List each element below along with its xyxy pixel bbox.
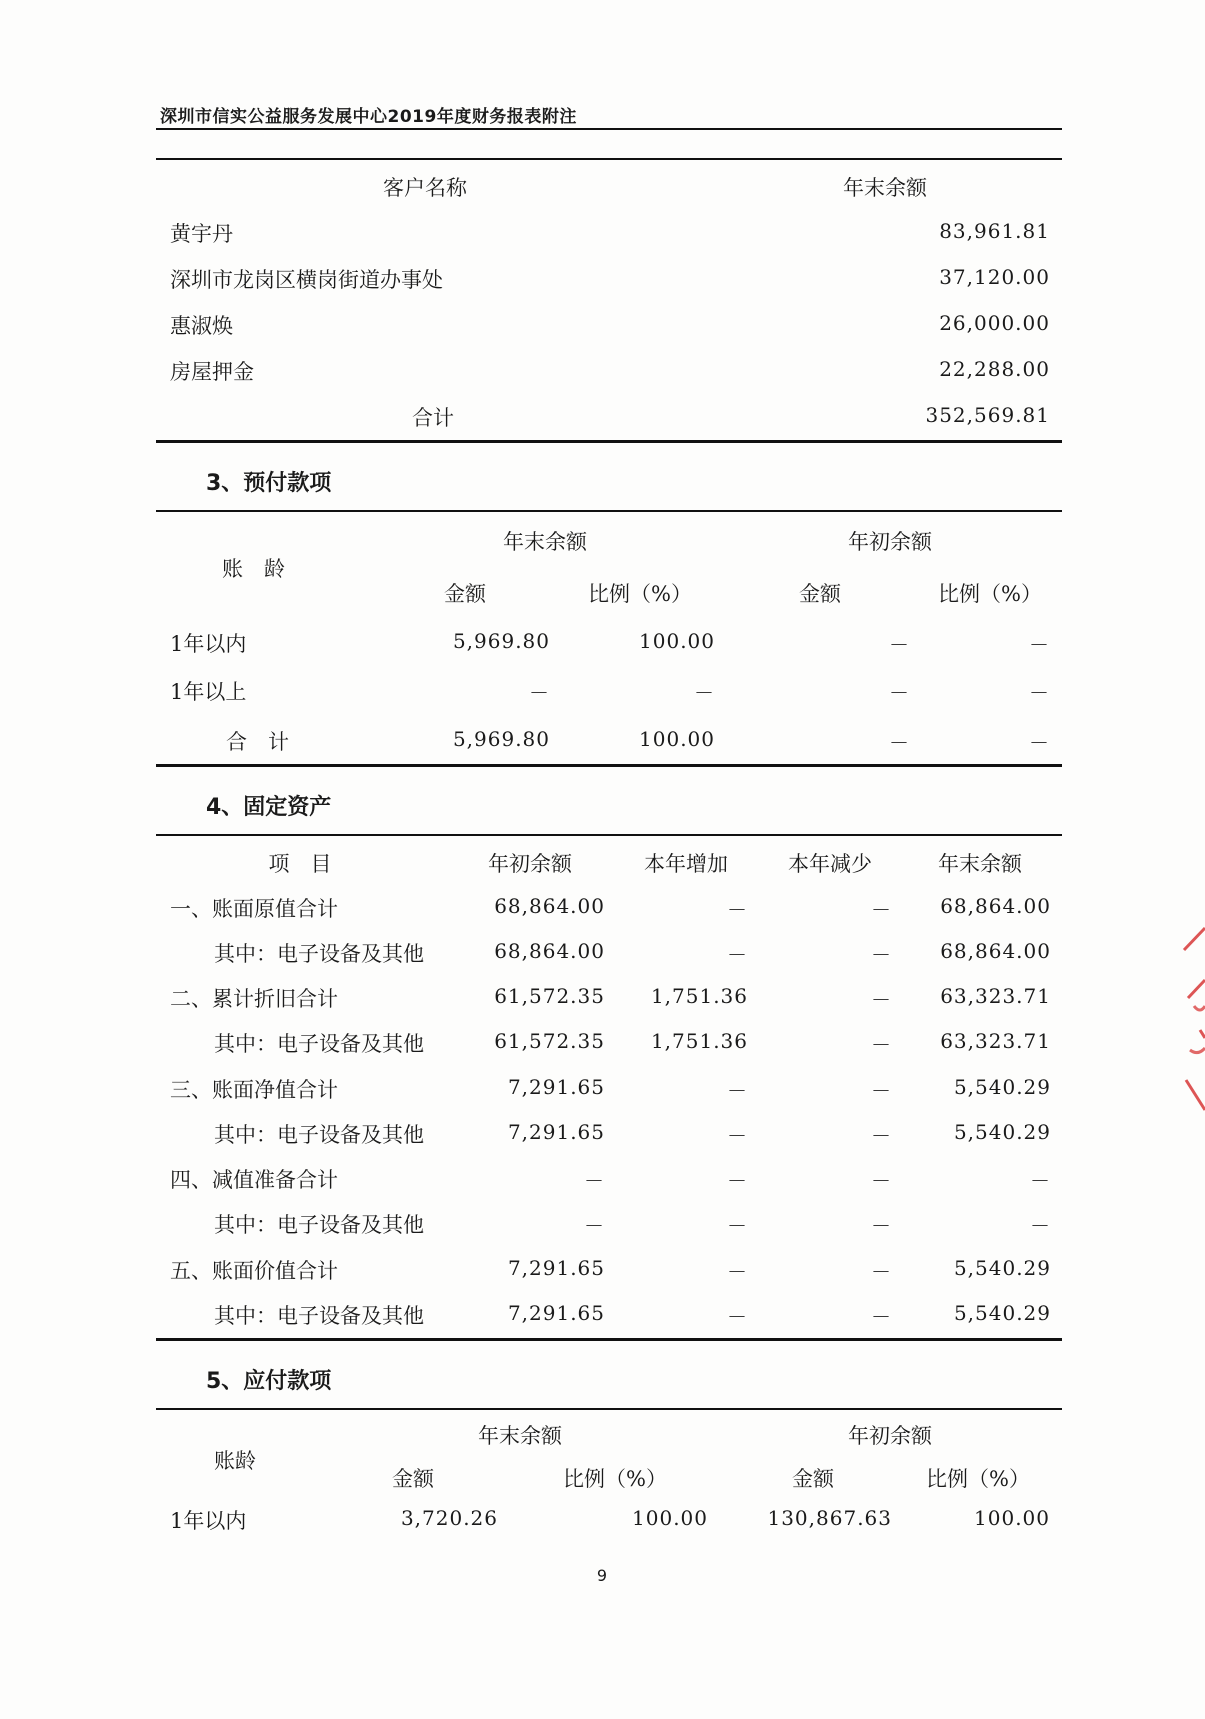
table-bottom-rule bbox=[156, 1338, 1062, 1341]
section-title-fixed-assets: 4、固定资产 bbox=[206, 795, 332, 820]
asset-begin: 61,572.35 bbox=[494, 1029, 605, 1053]
col-header-end-balance: 年末余额 bbox=[843, 176, 927, 200]
seal-fragment-icon bbox=[1180, 920, 1205, 1120]
document-header-title: 深圳市信实公益服务发展中心2019年度财务报表附注 bbox=[160, 107, 577, 127]
asset-decrease: － bbox=[871, 1033, 892, 1057]
customer-amount: 22,288.00 bbox=[939, 357, 1050, 381]
table-bottom-rule bbox=[156, 764, 1062, 767]
end-ratio: － bbox=[694, 681, 715, 705]
section-title-payables: 5、应付款项 bbox=[206, 1369, 332, 1394]
col-header-age: 账龄 bbox=[214, 1449, 256, 1473]
asset-decrease: － bbox=[871, 1305, 892, 1329]
asset-begin: 68,864.00 bbox=[494, 939, 605, 963]
total-label: 合 计 bbox=[226, 730, 289, 754]
row-age: 1年以内 bbox=[170, 632, 247, 656]
asset-item: 其中：电子设备及其他 bbox=[214, 1213, 424, 1237]
col-header-increase: 本年增加 bbox=[644, 852, 728, 876]
col-header-item: 项 目 bbox=[268, 852, 332, 876]
col-header-amount: 金额 bbox=[392, 1467, 434, 1491]
asset-decrease: － bbox=[871, 1079, 892, 1103]
col-header-ratio: 比例（%） bbox=[588, 582, 692, 606]
asset-item: 其中：电子设备及其他 bbox=[214, 1304, 424, 1328]
asset-increase: － bbox=[727, 1124, 748, 1148]
asset-decrease: － bbox=[871, 1124, 892, 1148]
asset-begin: 7,291.65 bbox=[507, 1075, 605, 1099]
col-header-ratio: 比例（%） bbox=[563, 1467, 667, 1491]
asset-item: 二、累计折旧合计 bbox=[170, 987, 338, 1011]
asset-decrease: － bbox=[871, 1214, 892, 1238]
asset-item: 五、账面价值合计 bbox=[170, 1259, 338, 1283]
row-age: 1年以上 bbox=[170, 680, 247, 704]
asset-end: 63,323.71 bbox=[940, 1029, 1051, 1053]
begin-amount: 130,867.63 bbox=[767, 1506, 892, 1530]
col-header-customer: 客户名称 bbox=[383, 176, 467, 200]
end-ratio: 100.00 bbox=[632, 1506, 708, 1530]
asset-decrease: － bbox=[871, 943, 892, 967]
table-top-rule bbox=[156, 1408, 1062, 1410]
customer-name: 黄宇丹 bbox=[170, 222, 233, 246]
asset-increase: 1,751.36 bbox=[650, 984, 748, 1008]
asset-end: － bbox=[1030, 1214, 1051, 1238]
col-header-end-balance: 年末余额 bbox=[503, 530, 587, 554]
asset-increase: － bbox=[727, 1079, 748, 1103]
end-amount: 5,969.80 bbox=[452, 727, 550, 751]
section-title-prepayments: 3、预付款项 bbox=[206, 471, 332, 496]
asset-decrease: － bbox=[871, 1169, 892, 1193]
col-header-amount: 金额 bbox=[799, 582, 841, 606]
customer-name: 深圳市龙岗区横岗街道办事处 bbox=[170, 268, 443, 292]
asset-end: 63,323.71 bbox=[940, 984, 1051, 1008]
asset-increase: － bbox=[727, 1305, 748, 1329]
asset-increase: － bbox=[727, 898, 748, 922]
asset-increase: － bbox=[727, 1214, 748, 1238]
begin-ratio: － bbox=[1029, 731, 1050, 755]
col-header-ratio: 比例（%） bbox=[938, 582, 1042, 606]
col-header-amount: 金额 bbox=[792, 1467, 834, 1491]
col-header-ratio: 比例（%） bbox=[926, 1467, 1030, 1491]
total-label: 合计 bbox=[412, 406, 454, 430]
asset-increase: 1,751.36 bbox=[650, 1029, 748, 1053]
begin-amount: － bbox=[889, 731, 910, 755]
asset-decrease: － bbox=[871, 988, 892, 1012]
page-number: 9 bbox=[596, 1566, 608, 1585]
asset-begin: 7,291.65 bbox=[507, 1301, 605, 1325]
asset-end: 5,540.29 bbox=[953, 1256, 1051, 1280]
asset-increase: － bbox=[727, 1169, 748, 1193]
begin-amount: － bbox=[889, 681, 910, 705]
begin-ratio: － bbox=[1029, 633, 1050, 657]
customer-amount: 83,961.81 bbox=[939, 219, 1050, 243]
customer-amount: 26,000.00 bbox=[939, 311, 1050, 335]
table-top-rule bbox=[156, 834, 1062, 836]
asset-item: 一、账面原值合计 bbox=[170, 897, 338, 921]
col-header-age: 账 龄 bbox=[222, 557, 285, 581]
asset-begin: 7,291.65 bbox=[507, 1256, 605, 1280]
total-amount: 352,569.81 bbox=[925, 403, 1050, 427]
row-age: 1年以内 bbox=[170, 1509, 247, 1533]
asset-decrease: － bbox=[871, 898, 892, 922]
col-header-amount: 金额 bbox=[444, 582, 486, 606]
header-rule bbox=[156, 128, 1062, 130]
table-top-rule bbox=[156, 158, 1062, 160]
asset-increase: － bbox=[727, 1260, 748, 1284]
asset-decrease: － bbox=[871, 1260, 892, 1284]
table-bottom-rule bbox=[156, 440, 1062, 443]
asset-item: 四、减值准备合计 bbox=[170, 1168, 338, 1192]
customer-name: 房屋押金 bbox=[170, 360, 254, 384]
col-header-end-balance: 年末余额 bbox=[478, 1424, 562, 1448]
end-amount: 5,969.80 bbox=[452, 629, 550, 653]
col-header-begin-balance: 年初余额 bbox=[848, 530, 932, 554]
col-header-begin-balance: 年初余额 bbox=[848, 1424, 932, 1448]
begin-ratio: 100.00 bbox=[974, 1506, 1050, 1530]
begin-ratio: － bbox=[1029, 681, 1050, 705]
table-top-rule bbox=[156, 510, 1062, 512]
asset-begin: 68,864.00 bbox=[494, 894, 605, 918]
asset-begin: － bbox=[584, 1214, 605, 1238]
asset-item: 其中：电子设备及其他 bbox=[214, 1032, 424, 1056]
asset-begin: 61,572.35 bbox=[494, 984, 605, 1008]
asset-end: － bbox=[1030, 1169, 1051, 1193]
asset-item: 其中：电子设备及其他 bbox=[214, 942, 424, 966]
end-amount: 3,720.26 bbox=[400, 1506, 498, 1530]
col-header-decrease: 本年减少 bbox=[788, 852, 872, 876]
begin-amount: － bbox=[889, 633, 910, 657]
asset-begin: 7,291.65 bbox=[507, 1120, 605, 1144]
asset-item: 其中：电子设备及其他 bbox=[214, 1123, 424, 1147]
end-ratio: 100.00 bbox=[639, 727, 715, 751]
asset-begin: － bbox=[584, 1169, 605, 1193]
customer-amount: 37,120.00 bbox=[939, 265, 1050, 289]
customer-name: 惠淑焕 bbox=[170, 314, 233, 338]
asset-end: 5,540.29 bbox=[953, 1301, 1051, 1325]
asset-end: 68,864.00 bbox=[940, 894, 1051, 918]
col-header-end: 年末余额 bbox=[938, 852, 1022, 876]
col-header-begin: 年初余额 bbox=[488, 852, 572, 876]
asset-end: 5,540.29 bbox=[953, 1120, 1051, 1144]
end-ratio: 100.00 bbox=[639, 629, 715, 653]
asset-item: 三、账面净值合计 bbox=[170, 1078, 338, 1102]
end-amount: － bbox=[529, 681, 550, 705]
asset-end: 5,540.29 bbox=[953, 1075, 1051, 1099]
asset-increase: － bbox=[727, 943, 748, 967]
asset-end: 68,864.00 bbox=[940, 939, 1051, 963]
